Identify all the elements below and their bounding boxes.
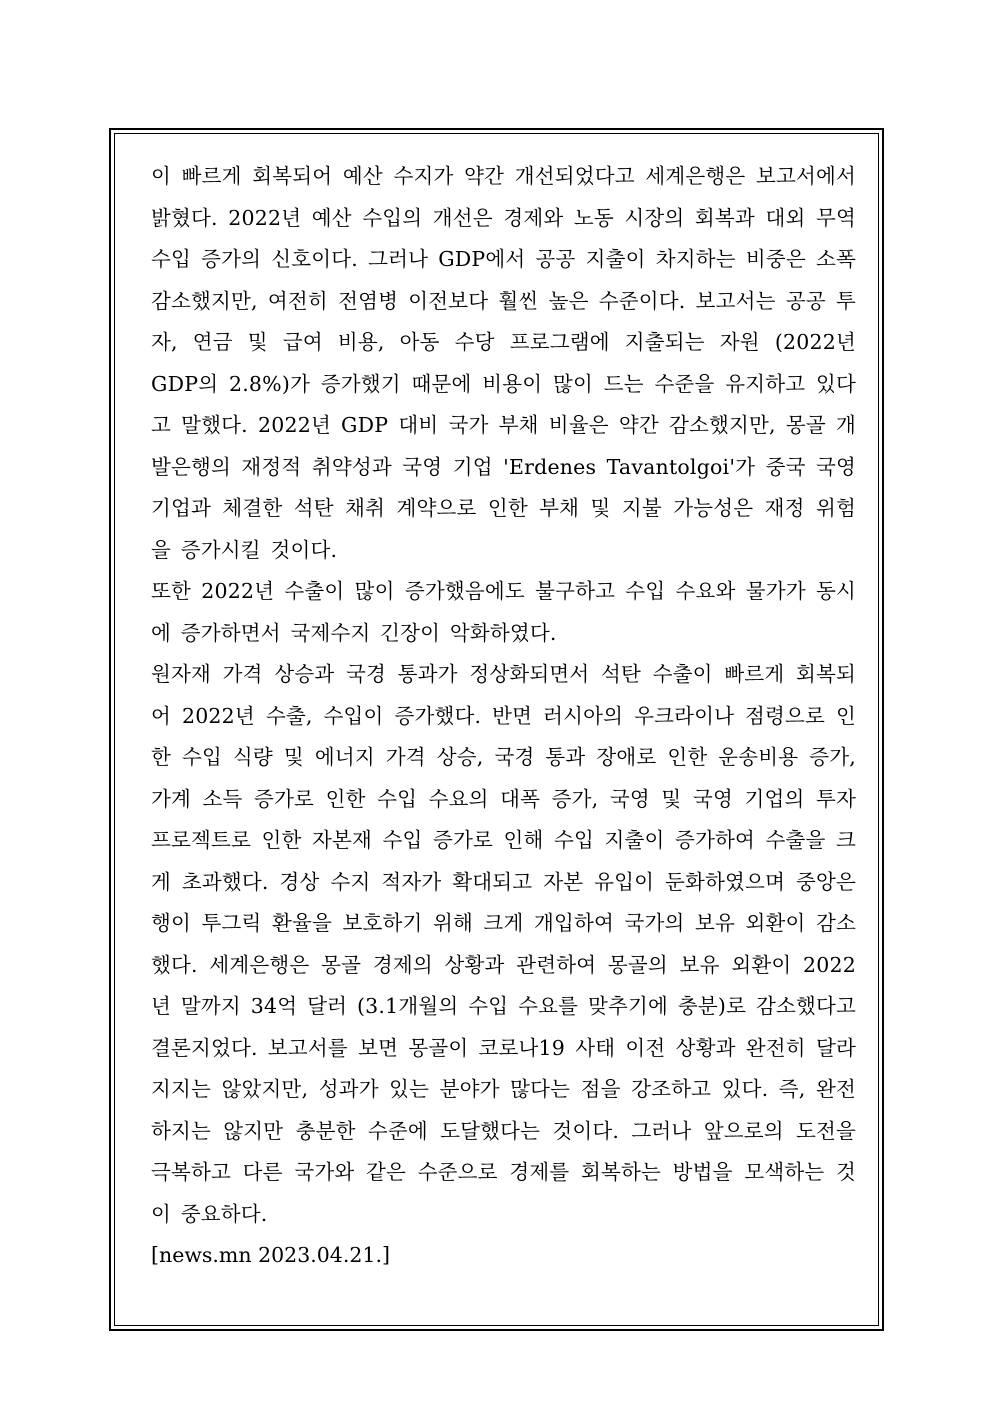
document-frame: [109, 128, 884, 1331]
article-paragraph: 원자재 가격 상승과 국경 통과가 정상화되면서 석탄 수출이 빠르게 회복되어 2022년 수출, 수입이 증가했다. 반면 러시아의 우크라이나 점령으로 인한 수입 식량 및 에너지 가격 상승, 국경 통과 장애로 인한 운송비용 증가, 가계 소득 증가로 인한 수입 수요의 대폭 증가, 국영 및 국영 기업의 투자 프로젝트로 인한 자본재 수입 증가로 인해 수입 지출이 증가하여 수출을 크게 초과했다. 경상 수지 적자가 확대되고 자본 유입이 둔화하였으며 중앙은행이 투그릭 환율을 보호하기 위해 크게 개입하여 국가의 보유 외환이 감소했다. 세계은행은 몽골 경제의 상황과 관련하여 몽골의 보유 외환이 2022년 말까지 34억 달러 (3.1개월의 수입 수요를 맞추기에 충분)로 감소했다고 결론지었다. 보고서를 보면 몽골이 코로나19 사태 이전 상황과 완전히 달라지지는 않았지만, 성과가 있는 분야가 많다는 점을 강조하고 있다. 즉, 완전하지는 않지만 충분한 수준에 도달했다는 것이다. 그러나 앞으로의 도전을 극복하고 다른 국가와 같은 수준으로 경제를 회복하는 방법을 모색하는 것이 중요하다.: [151, 662, 857, 1226]
article-paragraph: 이 빠르게 회복되어 예산 수지가 약간 개선되었다고 세계은행은 보고서에서 밝혔다. 2022년 예산 수입의 개선은 경제와 노동 시장의 회복과 대외 무역 수입 증가의 신호이다. 그러나 GDP에서 공공 지출이 차지하는 비중은 소폭 감소했지만, 여전히 전염병 이전보다 훨씬 높은 수준이다. 보고서는 공공 투자, 연금 및 급여 비용, 아동 수당 프로그램에 지출되는 자원 (2022년 GDP의 2.8%)가 증가했기 때문에 비용이 많이 드는 수준을 유지하고 있다고 말했다. 2022년 GDP 대비 국가 부채 비율은 약간 감소했지만, 몽골 개발은행의 재정적 취약성과 국영 기업 'Erdenes Tavantolgoi'가 중국 국영 기업과 체결한 석탄 채취 계약으로 인한 부채 및 지불 가능성은 재정 위험을 증가시킬 것이다.: [151, 164, 856, 562]
article-paragraph: 또한 2022년 수출이 많이 증가했음에도 불구하고 수입 수요와 물가가 동시에 증가하면서 국제수지 긴장이 악화하였다.: [151, 579, 856, 645]
article-body: [151, 156, 856, 1277]
article-source: [news.mn 2023.04.21.]: [151, 1243, 390, 1267]
document-frame-inner: [114, 133, 879, 1326]
